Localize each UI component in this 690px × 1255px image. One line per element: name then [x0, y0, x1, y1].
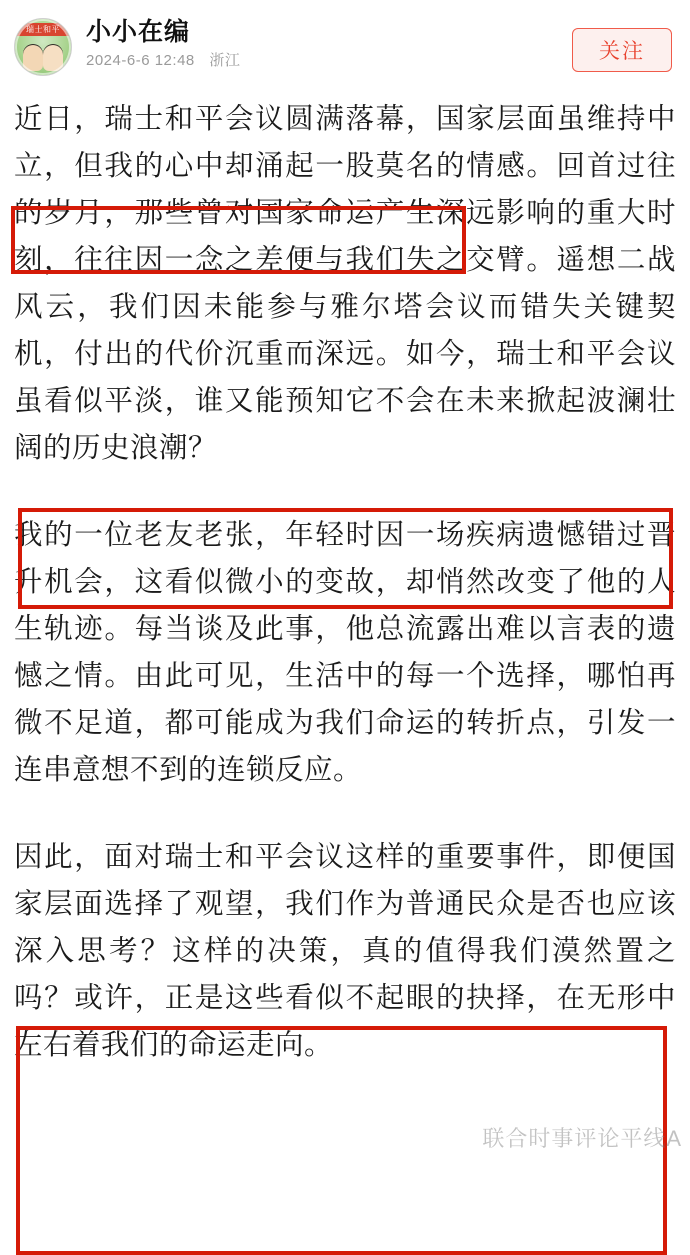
publish-date: 2024-6-6 12:48: [86, 52, 195, 69]
watermark-text: 联合时事评论平线A: [482, 1126, 682, 1151]
paragraph-spacer-1: [14, 472, 676, 512]
avatar[interactable]: [14, 18, 72, 76]
paragraph-3: 因此，面对瑞士和平会议这样的重要事件，即便国家层面选择了观望，我们作为普通民众是否也应该深入思考？这样的决策，真的值得我们漠然置之吗？或许，正是这些看似不起眼的抉择，在无形中左右着我们的命运走向。: [14, 842, 676, 1061]
article-meta: [86, 53, 240, 68]
avatar-ring: [15, 19, 71, 75]
article-body: [0, 96, 690, 1069]
paragraph-spacer-2: [14, 794, 676, 834]
author-block: [86, 18, 240, 68]
follow-button[interactable]: 关注: [572, 28, 672, 72]
paragraph-2: 我的一位老友老张，年轻时因一场疾病遗憾错过晋升机会，这看似微小的变故，却悄然改变了他的人生轨迹。每当谈及此事，他总流露出难以言表的遗憾之情。由此可见，生活中的每一个选择，哪怕再微不足道，都可能成为我们命运的转折点，引发一连串意想不到的连锁反应。: [14, 520, 676, 786]
avatar-badge-label: 瑞士和平: [15, 23, 71, 36]
author-name[interactable]: 小小在编: [86, 18, 191, 46]
article-header: [0, 0, 690, 96]
paragraph-1: 近日，瑞士和平会议圆满落幕，国家层面虽维持中立，但我的心中却涌起一股莫名的情感。回首过往的岁月，那些曾对国家命运产生深远影响的重大时刻，往往因一念之差便与我们失之交臂。遥想二战风云，我们因未能参与雅尔塔会议而错失关键契机，付出的代价沉重而深远。如今，瑞士和平会议虽看似平淡，谁又能预知它不会在未来掀起波澜壮阔的历史浪潮？: [14, 104, 676, 464]
publish-location: 浙江: [209, 52, 241, 69]
